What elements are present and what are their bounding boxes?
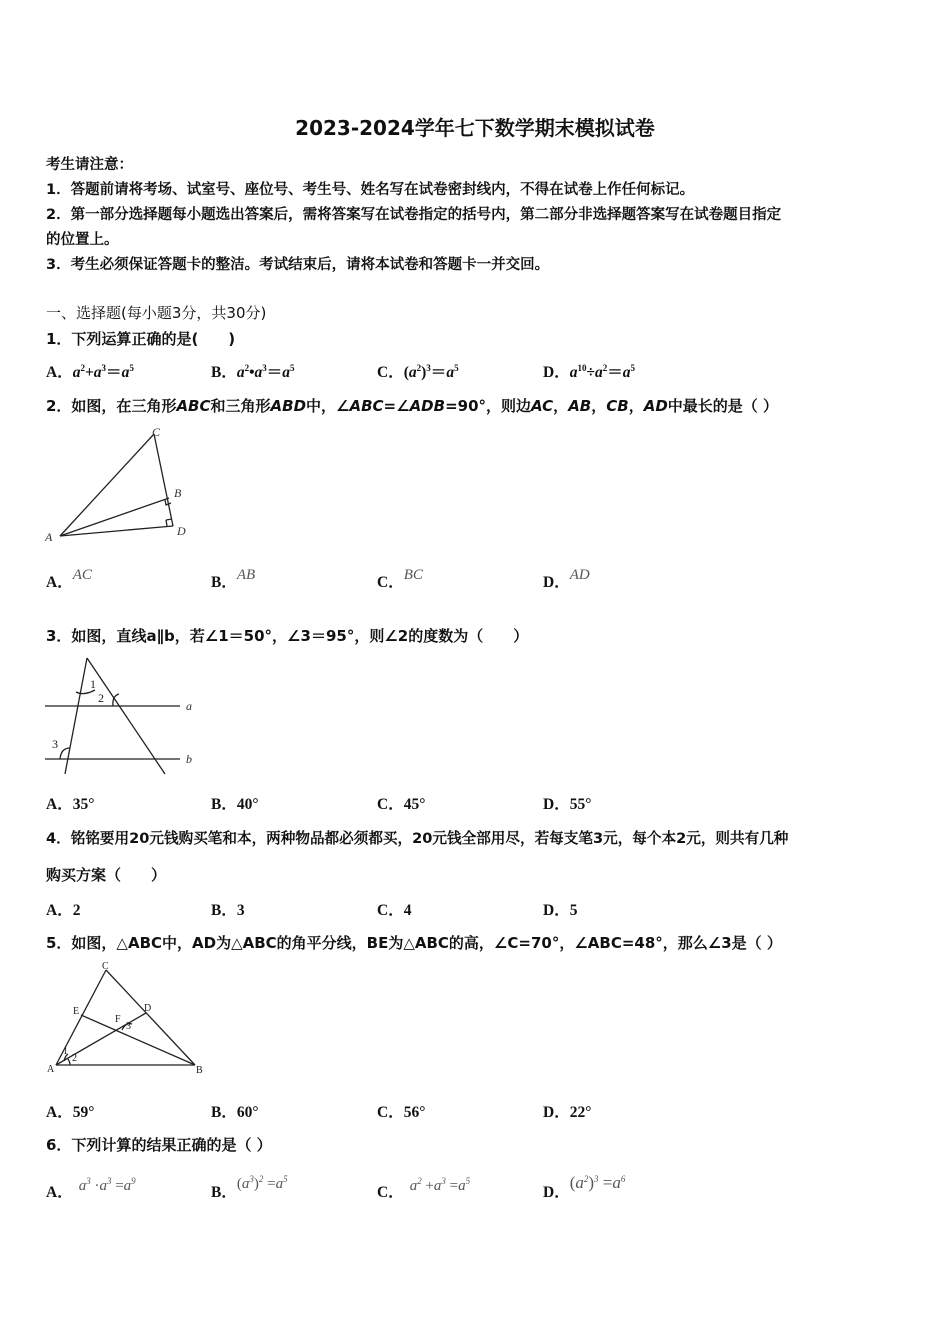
q6-option-c[interactable]: C． $a^2 +a^3 =a^5$ [377,1176,471,1201]
point-label-c: C [102,961,109,972]
q5-option-b[interactable]: B．60° [211,1104,259,1121]
notice-item-2-cont: 的位置上。 [46,232,119,248]
q2-option-a[interactable]: A．AC [46,567,92,591]
q2-option-d[interactable]: D．AD [543,567,590,591]
q3-option-d[interactable]: D．55° [543,796,592,813]
q2-stem: 2．如图，在三角形ABC和三角形ABD中，∠ABC=∠ADB=90°，则边AC，AB，CB，AD中最长的是（ ） [46,397,779,415]
q5-triangle-figure [40,958,220,1083]
section-heading: 一、选择题(每小题3分，共30分) [46,304,267,322]
notice-item-3: 3．考生必须保证答题卡的整洁。考试结束后，请将本试卷和答题卡一并交回。 [46,257,550,273]
angle-label-3: 3 [126,1021,131,1032]
q1-option-a[interactable]: A．$a^2+a^3=a^5$ [46,363,134,381]
q4-option-b[interactable]: B．3 [211,902,245,919]
q2-option-c[interactable]: C．BC [377,567,423,591]
q4-option-a[interactable]: A．2 [46,902,81,919]
q4-option-c[interactable]: C．4 [377,902,412,919]
angle-label-2: 2 [72,1053,77,1064]
point-label-a: A [47,1064,55,1075]
q4-stem-line1: 4．铭铭要用20元钱购买笔和本，两种物品都必须都买，20元钱全部用尽，若每支笔3元，每个本2元，则共有几种 [46,830,789,847]
q5-option-a[interactable]: A．59° [46,1104,95,1121]
q6-stem: 6．下列计算的结果正确的是（ ） [46,1136,272,1154]
q1-option-d[interactable]: D．$a^{10}\div a^2=a^5$ [543,363,635,381]
q3-stem: 3．如图，直线a∥b，若∠1＝50°，∠3＝95°，则∠2的度数为（ ） [46,627,529,645]
point-label-b: B [196,1065,203,1076]
q3-option-a[interactable]: A．35° [46,796,95,813]
point-label-d: D [144,1003,152,1014]
point-label-d: D [177,524,186,538]
q6-option-a[interactable]: A． $a^3 \cdot a^3 =a^9$ [46,1176,136,1201]
angle-label-1: 1 [63,1046,68,1057]
point-label-c: C [152,425,161,439]
q5-option-c[interactable]: C．56° [377,1104,426,1121]
q6-option-b[interactable]: B．$(a^3)^2 =a^5$ [211,1174,288,1201]
q2-option-b[interactable]: B．AB [211,567,256,591]
notice-heading: 考生请注意： [46,157,133,173]
q3-parallel-lines-figure [40,652,210,782]
q3-option-b[interactable]: B．40° [211,796,259,813]
page-title: 2023-2024学年七下数学期末模拟试卷 [295,116,655,140]
line-label-a: a [186,699,192,713]
point-label-b: B [174,486,182,500]
angle-label-1: 1 [90,677,96,691]
point-label-a: A [45,530,53,544]
q3-option-c[interactable]: C．45° [377,796,426,813]
q4-stem-line2: 购买方案（ ） [46,866,167,884]
q2-triangle-figure [40,420,200,548]
point-label-f: F [115,1014,121,1025]
point-label-e: E [73,1006,80,1017]
angle-label-2: 2 [98,691,104,705]
q1-stem: 1．下列运算正确的是( ) [46,330,236,348]
q6-option-d[interactable]: D．$(a^2)^3 =a^6$ [543,1173,626,1201]
q1-option-b[interactable]: B．$a^2•a^3=a^5$ [211,363,295,381]
q5-option-d[interactable]: D．22° [543,1104,592,1121]
q1-option-c[interactable]: C．$(a^2)^3=a^5$ [377,363,459,381]
notice-item-2: 2．第一部分选择题每小题选出答案后，需将答案写在试卷指定的括号内，第二部分非选择题答案写在试卷题目指定 [46,207,782,223]
angle-label-3: 3 [52,737,58,751]
line-label-b: b [186,752,192,766]
q4-option-d[interactable]: D．5 [543,902,578,919]
q5-stem: 5．如图，△ABC中，AD为△ABC的角平分线，BE为△ABC的高，∠C=70°，∠ABC=48°，那么∠3是（ ） [46,934,782,952]
notice-item-1: 1．答题前请将考场、试室号、座位号、考生号、姓名写在试卷密封线内，不得在试卷上作任何标记。 [46,182,695,198]
